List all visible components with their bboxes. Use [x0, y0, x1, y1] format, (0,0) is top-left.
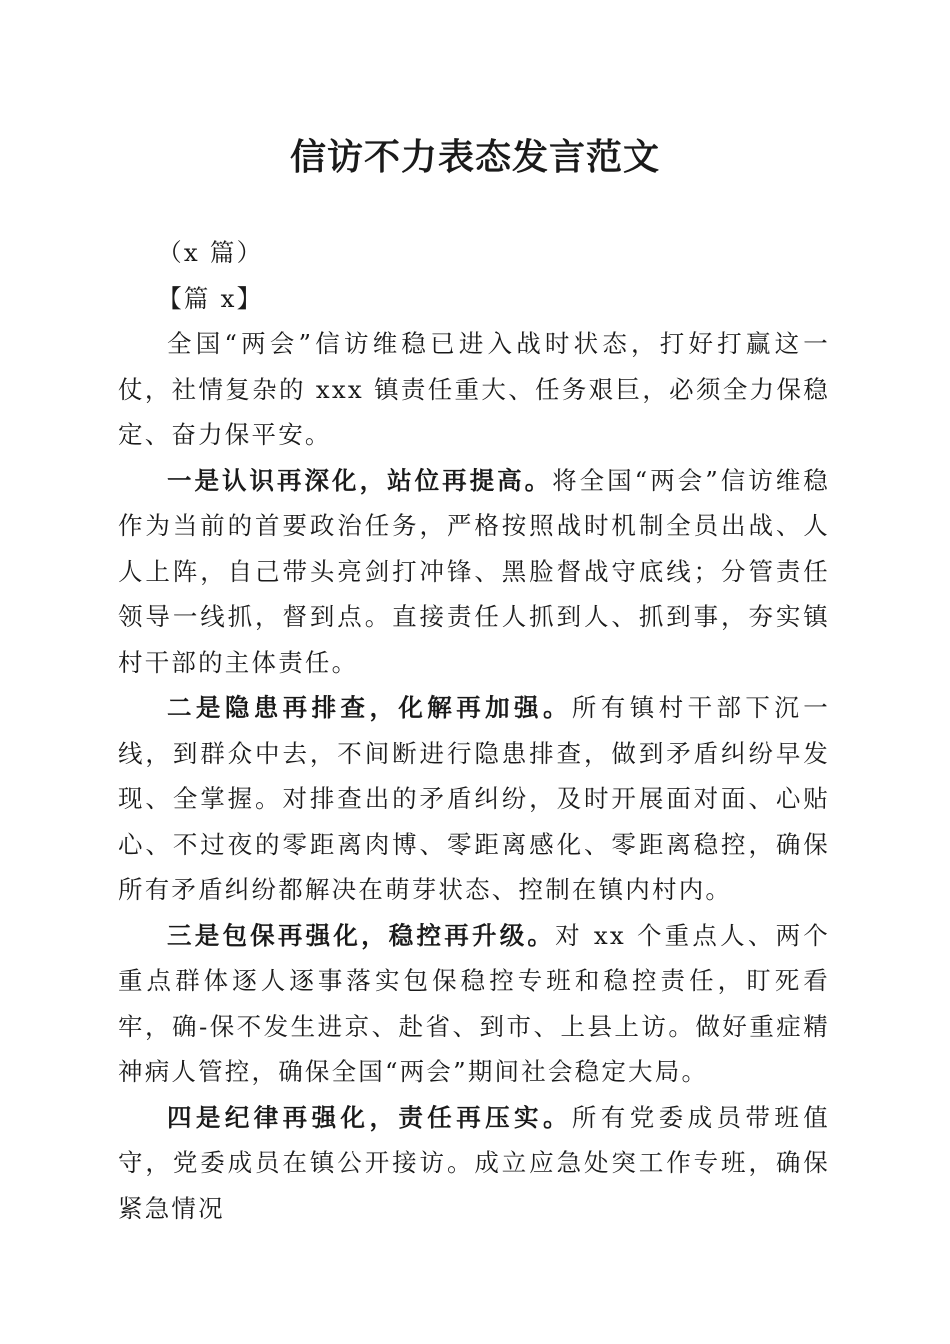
intro-paragraph: 全国“两会”信访维稳已进入战时状态，打好打赢这一仗，社情复杂的 xxx 镇责任重大、任务艰巨，必须全力保稳定、奋力保平安。 [118, 329, 830, 449]
document-body [118, 230, 830, 1231]
point-body-1: 将全国“两会”信访维稳作为当前的首要政治任务，严格按照战时机制全员出战、人人上阵，自己带头亮剑打冲锋、黑脸督战守底线；分管责任领导一线抓，督到点。直接责任人抓到人、抓到事，夯实镇村干部的主体责任。 [118, 465, 830, 677]
point-lead-3: 三是包保再强化，稳控再升级。 [167, 920, 556, 950]
point-paragraph-4 [118, 1095, 830, 1232]
point-lead-4: 四是纪律再强化，责任再压实。 [167, 1102, 572, 1132]
point-paragraph-3 [118, 913, 830, 1095]
point-paragraph-1 [118, 458, 830, 686]
point-lead-2: 二是隐患再排查，化解再加强。 [167, 693, 572, 722]
section-label: 【篇 x】 [157, 283, 264, 313]
point-paragraph-2 [118, 685, 830, 913]
count-note: （x 篇） [157, 238, 264, 267]
point-body-2: 所有镇村干部下沉一线，到群众中去，不间断进行隐患排查，做到矛盾纠纷早发现、全掌握。对排查出的矛盾纠纷，及时开展面对面、心贴心、不过夜的零距离肉博、零距离感化、零距离稳控，确保所有矛盾纠纷都解决在萌芽状态、控制在镇内村内。 [118, 693, 830, 904]
point-body-4: 所有党委成员带班值守，党委成员在镇公开接访。成立应急处突工作专班，确保紧急情况 [118, 1102, 830, 1223]
document-title: 信访不力表态发言范文 [289, 136, 660, 178]
point-body-3: 对 xx 个重点人、两个重点群体逐人逐事落实包保稳控专班和稳控责任，盯死看牢，确-保不发生进京、赴省、到市、上县上访。做好重症精神病人管控，确保全国“两会”期间社会稳定大局。 [118, 920, 830, 1086]
point-lead-1: 一是认识再深化，站位再提高。 [167, 465, 553, 495]
